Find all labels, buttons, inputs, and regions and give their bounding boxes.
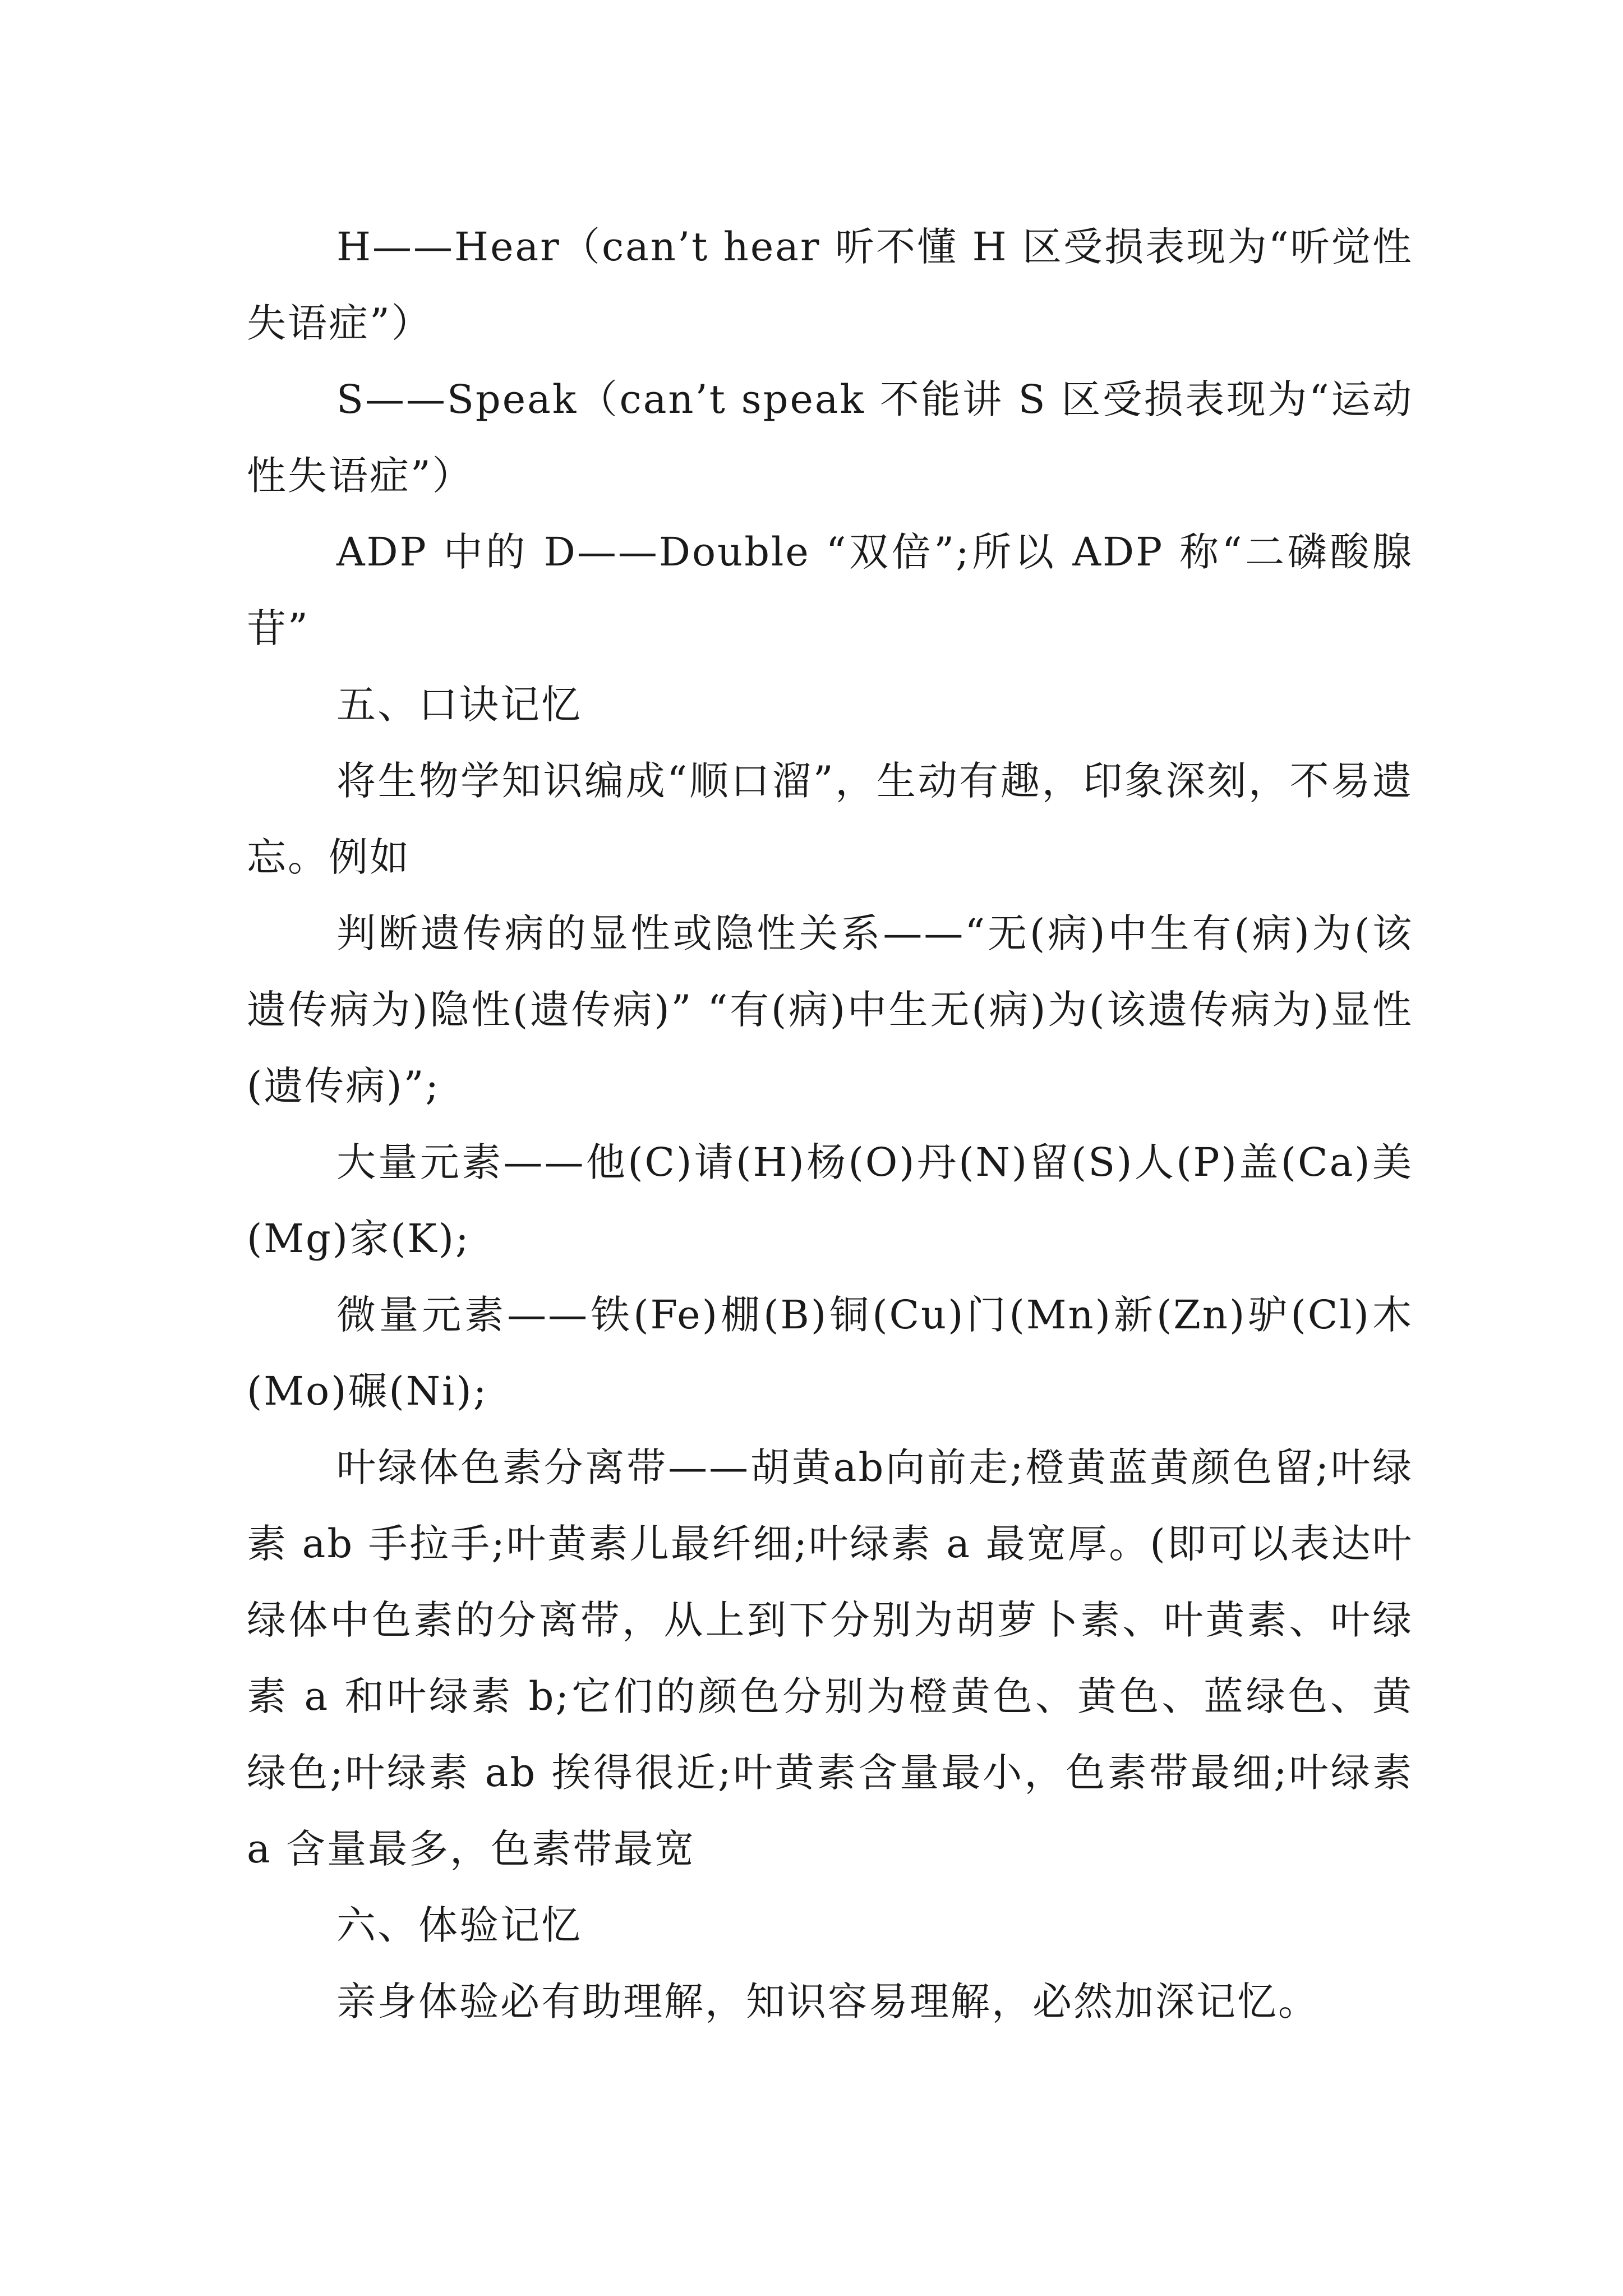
- section-heading-experience: 六、体验记忆: [336, 1902, 582, 1948]
- paragraph-pigment-bands: 叶绿体色素分离带——胡黄ab向前走;橙黄蓝黄颜色留;叶绿素 ab 手拉手;叶黄素儿最纤细;叶绿素 a 最宽厚。(即可以表达叶绿体中色素的分离带，从上到下分别为胡萝卜素、叶黄素、叶绿素 a 和叶绿素 b;它们的颜色分别为橙黄色、黄色、蓝绿色、黄绿色;叶绿素 ab 挨得很近;叶黄素含量最小，色素带最细;叶绿素 a 含量最多，色素带最宽: [247, 1444, 1413, 1872]
- paragraph-adp: ADP 中的 D——Double “双倍”;所以 ADP 称“二磷酸腺苷”: [247, 529, 1413, 651]
- paragraph-speak: S——Speak（can’t speak 不能讲 S 区受损表现为“运动性失语症”）: [247, 376, 1413, 499]
- paragraph-mnemonic-intro: 将生物学知识编成“顺口溜”，生动有趣，印象深刻，不易遗忘。例如: [247, 758, 1413, 880]
- document-body: [247, 209, 1413, 2040]
- paragraph-inheritance: 判断遗传病的显性或隐性关系——“无(病)中生有(病)为(该遗传病为)隐性(遗传病)” “有(病)中生无(病)为(该遗传病为)显性(遗传病)”;: [247, 910, 1413, 1109]
- paragraph-experience: 亲身体验必有助理解，知识容易理解，必然加深记忆。: [336, 1978, 1319, 2024]
- paragraph-hear: H——Hear（can’t hear 听不懂 H 区受损表现为“听觉性失语症”）: [247, 224, 1413, 346]
- section-heading-mnemonic: 五、口诀记忆: [336, 682, 582, 728]
- paragraph-trace-elements: 微量元素——铁(Fe)棚(B)铜(Cu)门(Mn)新(Zn)驴(Cl)木(Mo)碾(Ni);: [247, 1292, 1413, 1414]
- paragraph-macro-elements: 大量元素——他(C)请(H)杨(O)丹(N)留(S)人(P)盖(Ca)美(Mg)家(K);: [247, 1139, 1413, 1262]
